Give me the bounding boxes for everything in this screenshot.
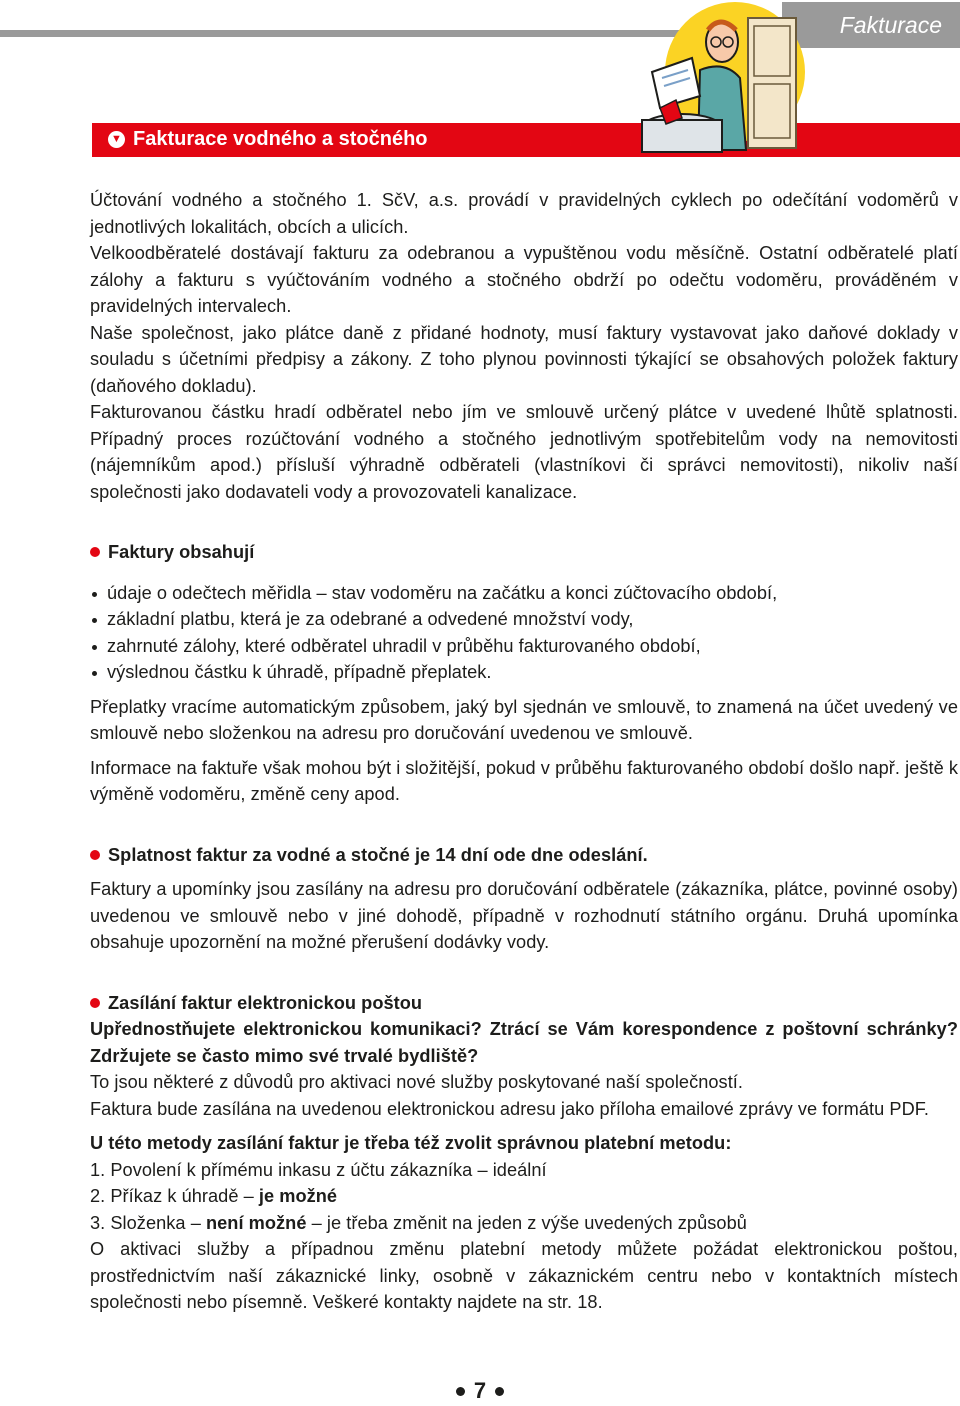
page-title xyxy=(108,123,428,155)
payment-method-2: 2. Příkaz k úhradě – je možné xyxy=(90,1186,338,1206)
section-heading-due-date: Splatnost faktur za vodné a stočné je 14 dní ode dne odeslání. xyxy=(90,842,958,869)
email-questions: Upřednostňujete elektronickou komunikaci? Ztrácí se Vám korespondence z poštovní schránky? Zdržujete se často mimo své trvalé bydliště? xyxy=(90,1019,958,1066)
list-item: výslednou částku k úhradě, případně přeplatek. xyxy=(90,659,958,686)
page-title-text: Fakturace vodného a stočného xyxy=(133,128,428,150)
page-content xyxy=(90,187,958,1316)
section-heading-invoice-contents: Faktury obsahují xyxy=(90,539,958,566)
list-item: základní platbu, která je za odebrané a odvedené množství vody, xyxy=(90,606,958,633)
page-number: 7 xyxy=(0,1378,960,1404)
payment-method-3: 3. Složenka – není možné – je třeba změnit na jeden z výše uvedených způsobů xyxy=(90,1212,747,1233)
complex-invoice-paragraph: Informace na faktuře však mohou být i složitější, pokud v průběhu fakturovaného období došlo např. ještě k výměně vodoměru, změně ceny apod. xyxy=(90,757,958,804)
list-item: zahrnuté zálohy, které odběratel uhradil v průběhu fakturovaného období, xyxy=(90,633,958,660)
payment-method-1: 1. Povolení k přímému inkasu z účtu zákazníka – ideální xyxy=(90,1159,547,1180)
section-tab: Fakturace xyxy=(782,2,960,48)
overpayment-paragraph: Přeplatky vracíme automatickým způsobem, jaký byl sjednán ve smlouvě, to znamená na účet uvedený ve smlouvě nebo složenkou na adresu pro doručování uvedenou ve smlouvě. xyxy=(90,696,958,743)
bullet-dot-icon xyxy=(90,998,100,1008)
email-reasons-paragraph: To jsou některé z důvodů pro aktivaci nové služby poskytované naší společností. xyxy=(90,1072,744,1092)
invoice-contents-list xyxy=(90,580,958,686)
man-reading-invoice-illustration xyxy=(630,0,805,160)
email-pdf-paragraph: Faktura bude zasílána na uvedenou elektronickou adresu jako příloha emailové zprávy ve formátu PDF. xyxy=(90,1098,930,1119)
bullet-dot-icon xyxy=(90,850,100,860)
intro-paragraph-2: Velkoodběratelé dostávají fakturu za odebranou a vypuštěnou vodu měsíčně. Ostatní odběratelé platí zálohy a fakturu s vyúčtováním vodného a stočného obdrží po odečtu vodoměru, prováděném v pravidelných intervalech. xyxy=(90,243,958,316)
page-dot-icon xyxy=(456,1387,465,1396)
chevron-down-icon: ▼ xyxy=(108,131,125,148)
reminders-paragraph: Faktury a upomínky jsou zasílány na adresu pro doručování odběratele (zákazníka, plátce, povinné osoby) uvedenou ve smlouvě nebo v jiné dohodě, případně v rozhodnutí státního orgánu. Druhá upomínka obsahuje upozornění na možné přerušení dodávky vody. xyxy=(90,879,958,952)
page-dot-icon xyxy=(495,1387,504,1396)
activation-paragraph: O aktivaci služby a případnou změnu platební metody můžete požádat elektronickou poštou, prostřednictvím naší zákaznické linky, osobně v zákaznickém centru nebo v kontaktních místech společnosti nebo písemně. Veškeré kontakty najdete na str. 18. xyxy=(90,1239,958,1312)
section-heading-email-invoices: Zasílání faktur elektronickou poštou xyxy=(90,990,958,1017)
list-item: údaje o odečtech měřidla – stav vodoměru na začátku a konci zúčtovacího období, xyxy=(90,580,958,607)
bullet-dot-icon xyxy=(90,547,100,557)
intro-paragraph-1: Účtování vodného a stočného 1. SčV, a.s. provádí v pravidelných cyklech po odečítání vodoměrů v jednotlivých lokalitách, obcích a ulicích. xyxy=(90,190,958,237)
intro-paragraph-4: Fakturovanou částku hradí odběratel nebo jím ve smlouvě určený plátce v uvedené lhůtě splatnosti. Případný proces rozúčtování vodného a stočného jednotlivým spotřebitelům vody na nemovitosti (nájemníkům apod.) přísluší výhradně odběrateli (vlastníkovi či správci nemovitosti), nikoliv naší společnosti jako dodavateli vody a provozovateli kanalizace. xyxy=(90,402,958,502)
intro-paragraph-3: Naše společnost, jako plátce daně z přidané hodnoty, musí faktury vystavovat jako daňové doklady v souladu s účetními předpisy a zákony. Z toho plynou povinnosti týkající se obsahových položek faktury (daňového dokladu). xyxy=(90,322,958,396)
payment-method-heading: U této metody zasílání faktur je třeba též zvolit správnou platební metodu: xyxy=(90,1133,732,1153)
banner-underline xyxy=(92,155,960,157)
